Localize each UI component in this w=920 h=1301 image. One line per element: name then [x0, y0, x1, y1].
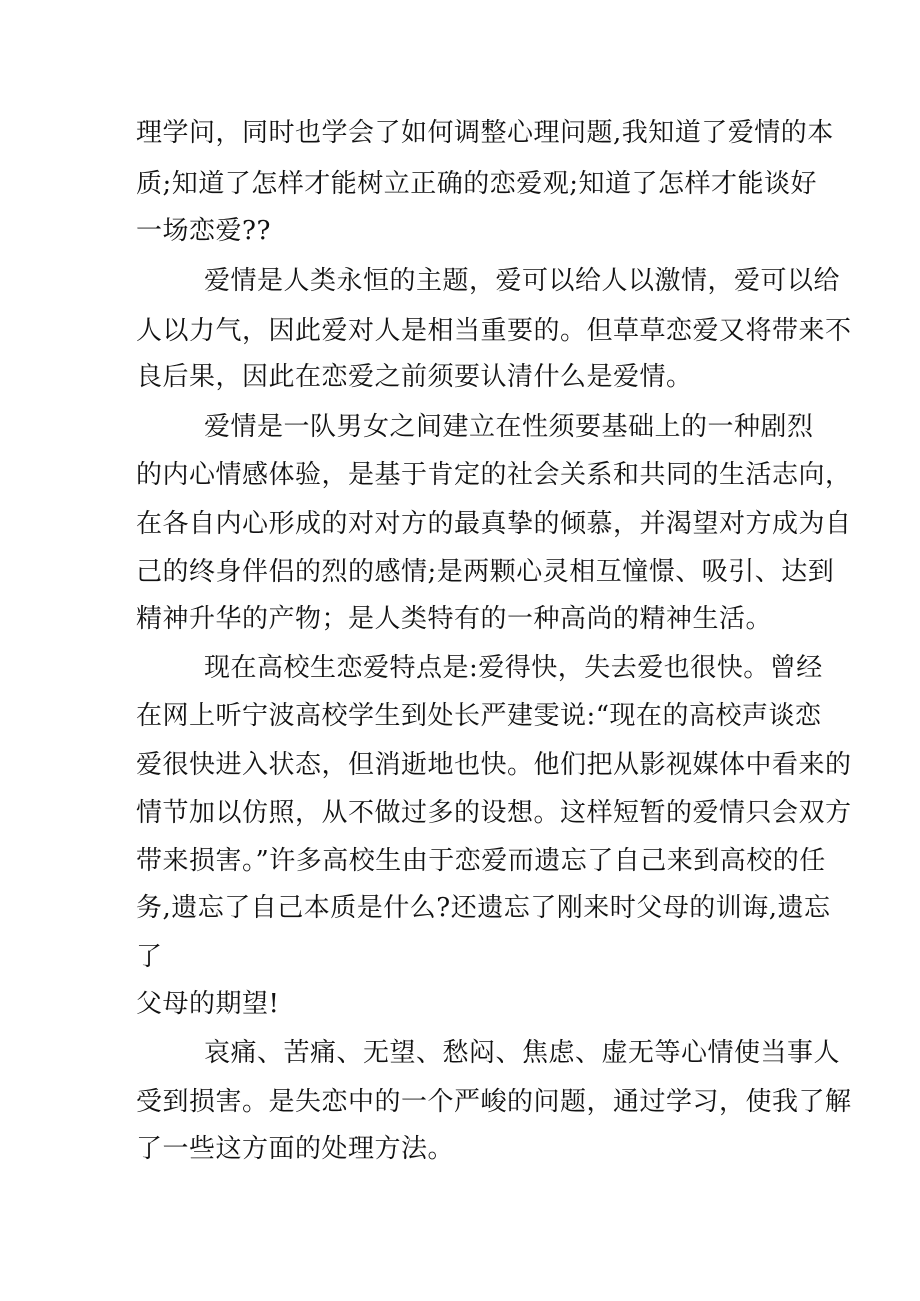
text-line-15: 情节加以仿照，从不做过多的设想。这样短暂的爱情只会双方: [136, 798, 852, 828]
text-line-13: 在网上听宁波高校学生到处长严建雯说:“现在的高校声谈恋: [136, 701, 822, 731]
text-line-19: 父母的期望!: [136, 989, 280, 1019]
text-line-10: 己的终身伴侣的烈的感情;是两颗心灵相互憧憬、吸引、达到: [136, 557, 835, 587]
text-line-20: 哀痛、苦痛、无望、愁闷、焦虑、虚无等心情使当事人: [204, 1038, 841, 1068]
text-line-2: 质;知道了怎样才能树立正确的恋爱观;知道了怎样才能谈好: [136, 169, 818, 199]
text-line-22: 了一些这方面的处理方法。: [136, 1134, 455, 1164]
text-line-12: 现在高校生恋爱特点是:爱得快，失去爱也很快。曾经: [204, 653, 823, 683]
text-line-8: 的内心情感体验，是基于肯定的社会关系和共同的生活志向，: [136, 460, 852, 490]
text-line-6: 良后果，因此在恋爱之前须要认清什么是爱情。: [136, 362, 693, 392]
text-line-21: 受到损害。是失恋中的一个严峻的问题，通过学习，使我了解: [136, 1087, 852, 1117]
text-line-16: 带来损害。”许多高校生由于恋爱而遗忘了自己来到高校的任: [136, 846, 826, 876]
text-line-7: 爱情是一队男女之间建立在性须要基础上的一种剧烈: [204, 412, 814, 442]
text-line-17: 务,遗忘了自己本质是什么?还遗忘了刚来时父母的训诲,遗忘: [136, 893, 831, 923]
text-line-3: 一场恋爱??: [136, 216, 271, 246]
text-line-14: 爱很快进入状态，但消逝地也快。他们把从影视媒体中看来的: [136, 750, 852, 780]
text-line-5: 人以力气，因此爱对人是相当重要的。但草草恋爱又将带来不: [136, 316, 852, 346]
text-line-18: 了: [136, 942, 163, 972]
text-line-4: 爱情是人类永恒的主题，爱可以给人以激情，爱可以给: [204, 266, 841, 296]
text-line-1: 理学问，同时也学会了如何调整心理问题,我知道了爱情的本: [136, 118, 834, 148]
text-line-11: 精神升华的产物；是人类特有的一种高尚的精神生活。: [136, 604, 773, 634]
text-line-9: 在各自内心形成的对对方的最真挚的倾慕，并渴望对方成为自: [136, 509, 852, 539]
